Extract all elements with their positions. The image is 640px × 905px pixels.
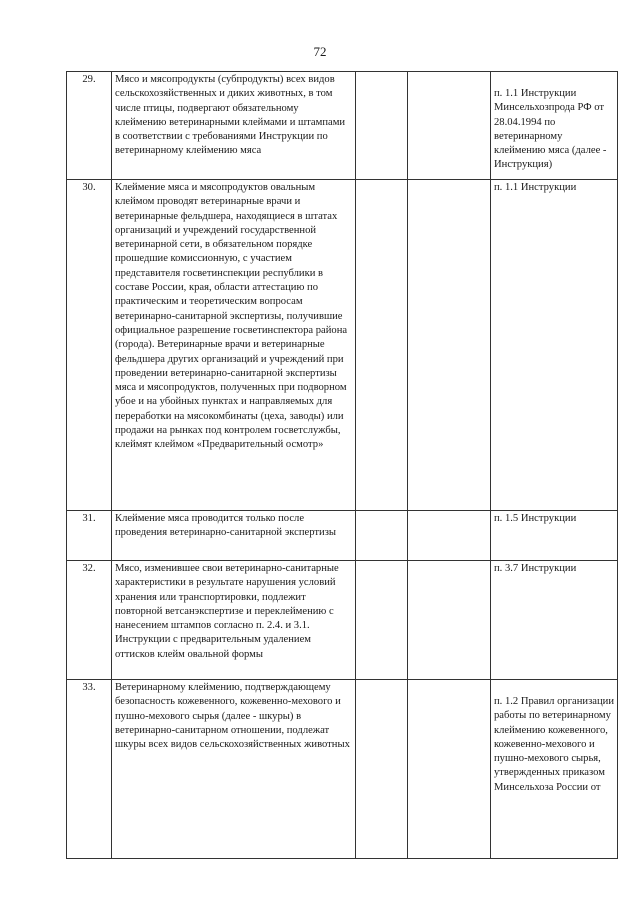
- row-number: 32.: [67, 561, 112, 680]
- row-number: 31.: [67, 511, 112, 561]
- row-number: 29.: [67, 72, 112, 180]
- legal-reference-text: п. 1.1 Инструкции Минсельхозпрода РФ от 28.04.1994 по ветеринарному клеймению мяса (далее - Инструкция): [494, 88, 607, 171]
- empty-cell: [408, 680, 491, 859]
- empty-cell: [356, 680, 408, 859]
- legal-reference: [491, 180, 618, 511]
- requirement-text: Мясо, изменившее свои ветеринарно-санитарные характеристики в результате нарушения условий хранения или транспортировки, подлежит повторной ветсанэкспертизе и переклеймению с нанесением штампов согласно п. 2.4. и 3.1. Инструкции с предварительным удалением оттисков клейм овальной формы: [112, 561, 356, 680]
- empty-cell: [408, 180, 491, 511]
- table-row: [67, 511, 618, 561]
- legal-reference: [491, 680, 618, 859]
- legal-reference-text: п. 1.5 Инструкции: [494, 513, 577, 524]
- legal-reference: [491, 511, 618, 561]
- requirement-text: Клеймение мяса проводится только после проведения ветеринарно-санитарной экспертизы: [112, 511, 356, 561]
- requirements-table: [66, 71, 618, 859]
- empty-cell: [356, 180, 408, 511]
- empty-cell: [356, 72, 408, 180]
- legal-reference-text: п. 1.2 Правил организации работы по ветеринарному клеймению кожевенного, кожевенно-мехового и пушно-мехового сырья, утвержденных приказом Минсельхоза России от: [494, 696, 614, 793]
- legal-reference: [491, 72, 618, 180]
- empty-cell: [408, 511, 491, 561]
- row-number: 33.: [67, 680, 112, 859]
- legal-reference: [491, 561, 618, 680]
- requirement-text: Клеймение мяса и мясопродуктов овальным клеймом проводят ветеринарные врачи и ветеринарные фельдшера, находящиеся в штатах организаций и учреждений государственной ветеринарной сети, в обязательном порядке прошедшие комиссионную, с участием представителя госветинспекции республики в составе России, края, области аттестацию по практическим и теоретическим вопросам ветеринарно-санитарной экспертизы, получившие официальное разрешение госветинспектора района (города). Ветеринарные врачи и ветеринарные фельдшера других организаций и учреждений при проведении ветеринарно-санитарной экспертизы мяса и мясопродуктов, полученных при подворном убое и на убойных пунктах и направляемых для переработки на мясокомбинаты (цеха, заводы) или продажи на рынках под контролем госветслужбы, клеймят клеймом «Предварительный осмотр»: [112, 180, 356, 511]
- table-row: [67, 680, 618, 859]
- empty-cell: [356, 511, 408, 561]
- empty-cell: [408, 72, 491, 180]
- requirement-text: Ветеринарному клеймению, подтверждающему безопасность кожевенного, кожевенно-мехового и пушно-мехового сырья (далее - шкуры) в ветеринарно-санитарном отношении, подлежат шкуры всех видов сельскохозяйственных животных: [112, 680, 356, 859]
- table-row: [67, 72, 618, 180]
- table-row: [67, 561, 618, 680]
- table-row: [67, 180, 618, 511]
- legal-reference-text: п. 3.7 Инструкции: [494, 563, 577, 574]
- empty-cell: [408, 561, 491, 680]
- page-number: 72: [313, 44, 327, 59]
- requirement-text: Мясо и мясопродукты (субпродукты) всех видов сельскохозяйственных и диких животных, в том числе птицы, подвергают обязательному клеймению ветеринарными клеймами и штампами в соответствии с требованиями Инструкции по ветеринарному клеймению мяса: [112, 72, 356, 180]
- row-number: 30.: [67, 180, 112, 511]
- legal-reference-text: п. 1.1 Инструкции: [494, 182, 577, 193]
- empty-cell: [356, 561, 408, 680]
